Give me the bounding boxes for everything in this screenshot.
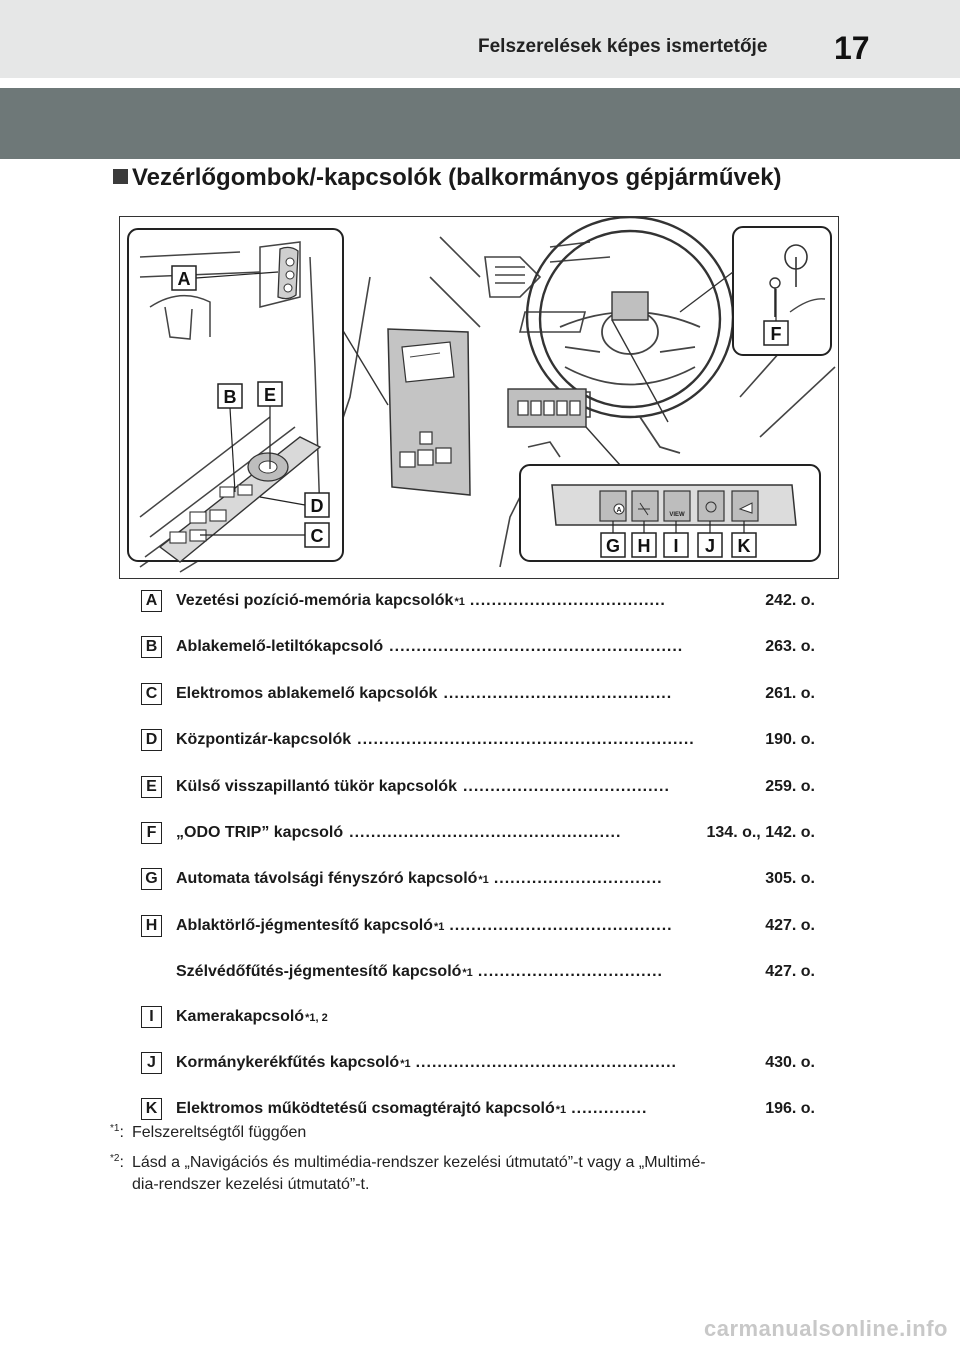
- item-page-ref: 305. o.: [765, 870, 815, 887]
- header-title: Felszerelések képes ismertetője: [478, 36, 768, 57]
- item-leader: ......................................: [462, 778, 670, 795]
- auto-high-beam-icon-letter: A: [616, 507, 622, 514]
- item-letter-badge: I: [141, 1006, 162, 1028]
- footnote-mark: *1: [110, 1123, 120, 1134]
- item-leader: ...............................: [493, 870, 663, 887]
- item-letter-badge: C: [141, 683, 162, 705]
- item-page-ref: 259. o.: [765, 778, 815, 795]
- list-item: [141, 868, 821, 894]
- page-number: 17: [834, 30, 870, 66]
- list-item: [141, 729, 821, 755]
- item-leader: ..................................: [477, 963, 663, 980]
- list-item: [141, 915, 821, 941]
- item-letter-badge: H: [141, 915, 162, 937]
- footnote-mark: *2: [110, 1153, 120, 1164]
- item-leader: .........................................: [449, 917, 673, 934]
- item-label: Elektromos ablakemelő kapcsolók: [176, 685, 438, 702]
- item-label: Elektromos működtetésű csomagtérajtó kapcsoló: [176, 1100, 555, 1117]
- dashboard-illustration: [119, 216, 839, 579]
- item-letter-badge: K: [141, 1098, 162, 1120]
- footnote: $^{*2}$: Lásd a „Navigációs és multimédia-rendszer kezelési útmutató”-t vagy a „Multimé- dia-rendszer kezelési útmutató”-t.: [110, 1148, 850, 1196]
- callout-g: G: [605, 536, 621, 556]
- item-leader: ....................................: [469, 592, 666, 609]
- item-label: „ODO TRIP” kapcsoló: [176, 824, 344, 841]
- item-footnote-ref: *1: [462, 967, 473, 979]
- list-item: [141, 636, 821, 662]
- list-item: [141, 776, 821, 802]
- item-label: Kormánykerékfűtés kapcsoló: [176, 1054, 400, 1071]
- camera-view-icon-text: VIEW: [669, 512, 685, 518]
- item-footnote-ref: *1: [478, 874, 489, 886]
- callout-k: K: [737, 536, 751, 556]
- item-page-ref: 190. o.: [765, 731, 815, 748]
- item-label: Ablaktörlő-jégmentesítő kapcsoló: [176, 917, 433, 934]
- item-leader: ..........................................: [443, 685, 673, 702]
- item-page-ref: 427. o.: [765, 963, 815, 980]
- list-item: [141, 1006, 821, 1032]
- item-leader: ................................................: [415, 1054, 677, 1071]
- callout-a: A: [177, 269, 191, 289]
- callout-f: F: [770, 324, 782, 344]
- item-label: Automata távolsági fényszóró kapcsoló: [176, 870, 478, 887]
- item-page-ref: 261. o.: [765, 685, 815, 702]
- item-letter-badge: F: [141, 822, 162, 844]
- item-page-ref: 263. o.: [765, 638, 815, 655]
- item-page-ref: 196. o.: [765, 1100, 815, 1117]
- callout-i: I: [673, 536, 679, 556]
- section-heading: [113, 164, 782, 192]
- item-letter-badge: D: [141, 729, 162, 751]
- callout-e: E: [263, 385, 277, 405]
- callout-c: C: [310, 526, 324, 546]
- callout-d: D: [310, 496, 324, 516]
- item-letter-badge: E: [141, 776, 162, 798]
- item-letter-badge: A: [141, 590, 162, 612]
- item-label: Ablakemelő-letiltókapcsoló: [176, 638, 384, 655]
- dashboard-drawing: [120, 217, 837, 577]
- item-label: Vezetési pozíció-memória kapcsolók: [176, 592, 454, 609]
- section-heading-text: Vezérlőgombok/-kapcsolók (balkormányos gépjárművek): [132, 164, 782, 191]
- item-letter-badge: G: [141, 868, 162, 890]
- item-footnote-ref: *1: [555, 1104, 567, 1116]
- item-label: Központizár-kapcsolók: [176, 731, 352, 748]
- item-label: Szélvédőfűtés-jégmentesítő kapcsoló: [176, 963, 462, 980]
- list-item: [141, 1052, 821, 1078]
- footnote-text: Felszereltségtől függően: [132, 1124, 307, 1141]
- footnote: $^{*1}$: Felszereltségtől függően: [110, 1123, 307, 1141]
- item-label: Külső visszapillantó tükör kapcsolók: [176, 778, 457, 795]
- item-leader: ..................................................: [349, 824, 622, 841]
- item-letter-badge: J: [141, 1052, 162, 1074]
- callout-b: B: [223, 387, 237, 407]
- item-page-ref: 430. o.: [765, 1054, 815, 1071]
- list-item: [141, 961, 821, 987]
- footnote-text: Lásd a „Navigációs és multimédia-rendszer kezelési útmutató”-t vagy a „Multimé-: [132, 1154, 706, 1171]
- item-footnote-ref: *1: [433, 921, 445, 933]
- list-item: [141, 683, 821, 709]
- callout-j: J: [704, 536, 716, 556]
- item-letter-badge: B: [141, 636, 162, 658]
- item-page-ref: 242. o.: [765, 592, 815, 609]
- list-item: [141, 822, 821, 848]
- item-leader: ......................................................: [389, 638, 684, 655]
- list-item: [141, 590, 821, 616]
- watermark: carmanualsonline.info: [704, 1316, 948, 1341]
- item-leader: ..............................................................: [357, 731, 695, 748]
- item-page-ref: 427. o.: [765, 917, 815, 934]
- heading-bullet-icon: [113, 169, 128, 184]
- item-footnote-ref: *1: [400, 1058, 411, 1070]
- item-footnote-ref: *1, 2: [305, 1012, 328, 1024]
- footnote-text: dia-rendszer kezelési útmutató”-t.: [132, 1176, 370, 1193]
- item-footnote-ref: *1: [454, 596, 465, 608]
- item-label: Kamerakapcsoló: [176, 1008, 305, 1025]
- item-page-ref: 134. o., 142. o.: [706, 824, 815, 841]
- item-leader: ..............: [571, 1100, 648, 1117]
- chapter-band: [0, 88, 960, 159]
- callout-h: H: [637, 536, 651, 556]
